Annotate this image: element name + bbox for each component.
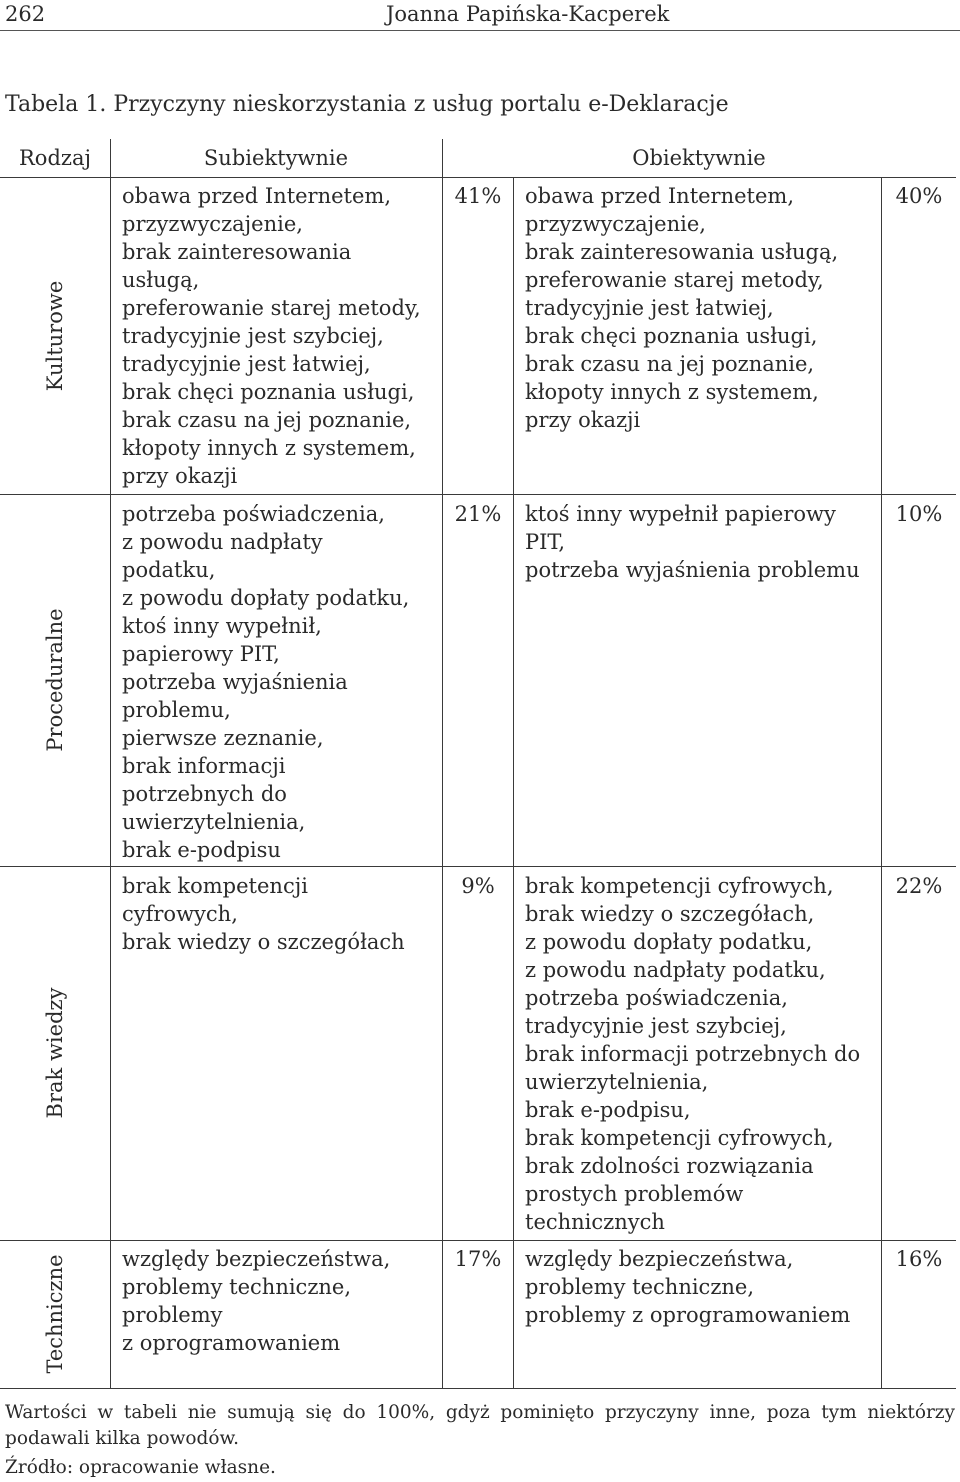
col-header-objective: Obiektywnie (632, 146, 766, 170)
cell-subjective-reasons: brak kompetencji cyfrowych, brak wiedzy o szczegółach (122, 874, 405, 954)
grid-line (0, 866, 956, 867)
grid-line (442, 139, 443, 1389)
cell-subjective-reasons: potrzeba poświadczenia, z powodu nadpłaty podatku, z powodu dopłaty podatku, ktoś inny wypełnił, papierowy PIT, potrzeba wyjaśnienia problemu, pierwsze zeznanie, brak informacji potrzebnych do uwierzytelnienia, brak e-podpisu (122, 502, 410, 862)
cell-objective-reasons: brak kompetencji cyfrowych, brak wiedzy o szczegółach, z powodu dopłaty podatku, z powodu nadpłaty podatku, potrzeba poświadczenia, tradycyjnie jest szybciej, brak informacji potrzebnych do uwierzytelnienia, brak e-podpisu, brak kompetencji cyfrowych, brak zdolności rozwiązania prostych problemów technicznych (525, 874, 861, 1234)
running-header (0, 2, 960, 30)
header-rule (0, 30, 960, 31)
table-source: Źródło: opracowanie własne. (5, 1457, 276, 1478)
grid-line (881, 177, 882, 1389)
cell-objective-percent: 16% (895, 1247, 943, 1271)
causes-table (0, 139, 956, 1389)
cell-subjective-percent: 9% (461, 874, 495, 898)
grid-line (0, 1240, 956, 1241)
col-header-subjective: Subiektywnie (203, 146, 349, 170)
cell-objective-reasons: względy bezpieczeństwa, problemy techniczne, problemy z oprogramowaniem (525, 1247, 851, 1327)
cell-objective-reasons: obawa przed Internetem, przyzwyczajenie, brak zainteresowania usługą, preferowanie starej metody, tradycyjnie jest łatwiej, brak chęci poznania usługi, brak czasu na jej poznanie, kłopoty innych z systemem, przy okazji (525, 184, 839, 432)
cell-subjective-percent: 21% (454, 502, 502, 526)
row-label-lack-of-knowledge: Brak wiedzy (43, 987, 67, 1119)
grid-line (0, 494, 956, 495)
row-label-procedural: Proceduralne (43, 608, 67, 752)
cell-objective-percent: 22% (895, 874, 943, 898)
author-name: Joanna Papińska-Kacperek (386, 2, 670, 26)
grid-line (513, 177, 514, 1389)
row-label-technical: Techniczne (43, 1254, 67, 1374)
table-note: Wartości w tabeli nie sumują się do 100%, gdyż pominięto przyczyny inne, poza tym niektórzy podawali kilka powodów. (5, 1402, 955, 1449)
cell-subjective-percent: 41% (454, 184, 502, 208)
cell-objective-reasons: ktoś inny wypełnił papierowy PIT, potrzeba wyjaśnienia problemu (525, 502, 860, 582)
col-header-type: Rodzaj (19, 146, 91, 170)
cell-objective-percent: 10% (895, 502, 943, 526)
grid-line (0, 177, 956, 178)
cell-objective-percent: 40% (895, 184, 943, 208)
cell-subjective-percent: 17% (454, 1247, 502, 1271)
grid-line (0, 1388, 956, 1389)
table-caption: Tabela 1. Przyczyny nieskorzystania z usług portalu e-Deklaracje (5, 92, 729, 117)
row-label-cultural: Kulturowe (43, 280, 67, 391)
grid-line (110, 139, 111, 1389)
cell-subjective-reasons: obawa przed Internetem, przyzwyczajenie, brak zainteresowania usługą, preferowanie starej metody, tradycyjnie jest szybciej, tradycyjnie jest łatwiej, brak chęci poznania usługi, brak czasu na jej poznanie, kłopoty innych z systemem, przy okazji (122, 184, 421, 488)
cell-subjective-reasons: względy bezpieczeństwa, problemy techniczne, problemy z oprogramowaniem (122, 1247, 391, 1355)
page-number: 262 (5, 2, 46, 26)
